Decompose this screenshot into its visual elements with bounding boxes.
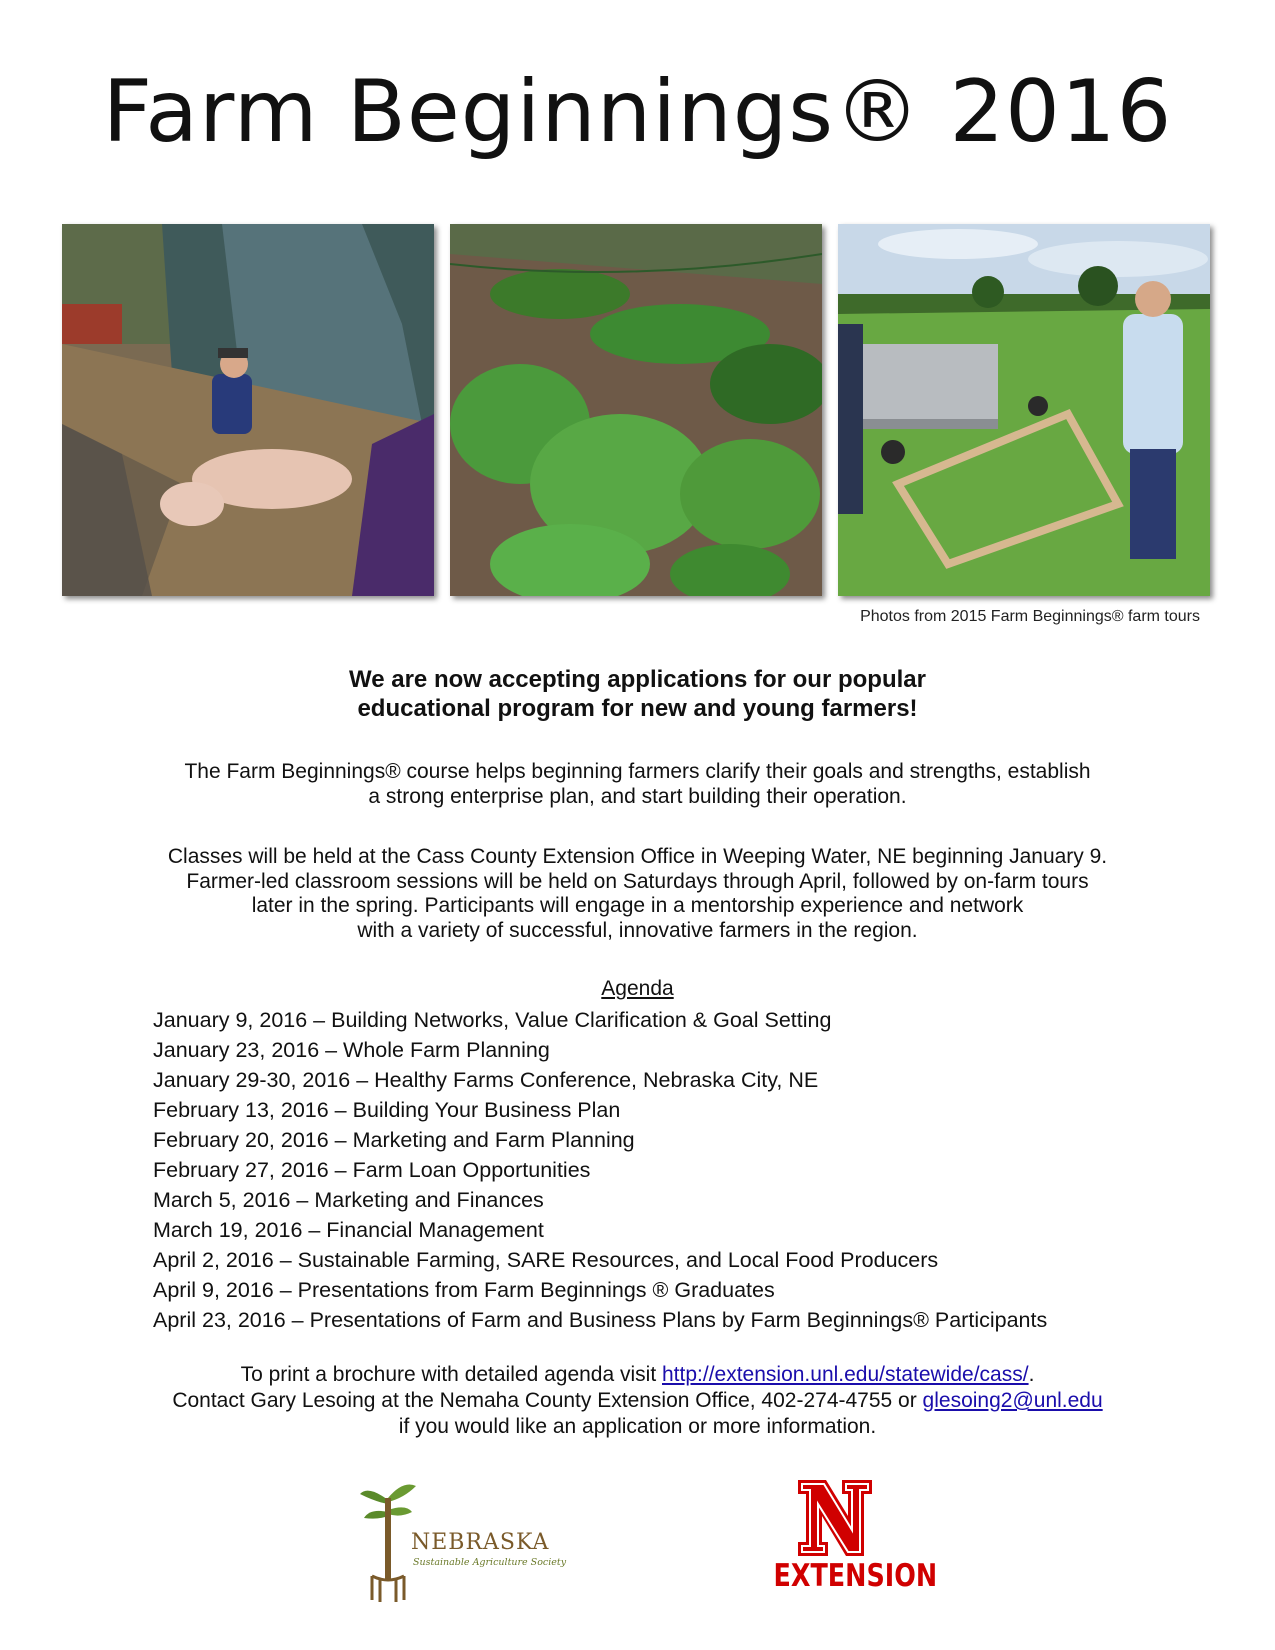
unl-extension-text: EXTENSION (773, 1558, 938, 1594)
intro-line: The Farm Beginnings® course helps beginning farmers clarify their goals and strengths, establish (184, 760, 1091, 783)
photo-caption: Photos from 2015 Farm Beginnings® farm tours (860, 608, 1200, 625)
headline-line: We are now accepting applications for our popular (349, 666, 926, 693)
photo-pig-farm-tour (62, 224, 434, 596)
unl-extension-logo (760, 1480, 938, 1605)
intro-paragraph (100, 760, 1175, 809)
contact-closing: if you would like an application or more information. (398, 1415, 877, 1438)
contact-line (0, 1388, 1275, 1414)
brochure-line (0, 1362, 1275, 1388)
agenda-item: March 19, 2016 – Financial Management (153, 1218, 544, 1242)
nebraska-sustainable-agriculture-society-logo (358, 1480, 567, 1605)
contact-text: Contact Gary Lesoing at the Nemaha County Extension Office, 402-274-4755 or (172, 1389, 923, 1412)
agenda-item: March 5, 2016 – Marketing and Finances (153, 1188, 544, 1212)
classes-line: later in the spring. Participants will engage in a mentorship experience and network (251, 894, 1024, 917)
brochure-text: To print a brochure with detailed agenda visit (240, 1363, 662, 1386)
intro-line: a strong enterprise plan, and start building their operation. (368, 784, 907, 808)
agenda-item: February 27, 2016 – Farm Loan Opportunities (153, 1158, 591, 1182)
classes-line: Classes will be held at the Cass County Extension Office in Weeping Water, NE beginning January 9. (167, 845, 1108, 868)
headline (0, 665, 1275, 723)
nsas-name: NEBRASKA (411, 1530, 550, 1555)
photo-vegetable-garden (450, 224, 822, 596)
agenda-item: January 9, 2016 – Building Networks, Value Clarification & Goal Setting (153, 1008, 832, 1032)
email-link[interactable]: glesoing2@unl.edu (922, 1389, 1103, 1412)
classes-paragraph (100, 845, 1175, 943)
agenda-item: April 2, 2016 – Sustainable Farming, SARE Resources, and Local Food Producers (153, 1248, 939, 1272)
brochure-end: . (1028, 1363, 1035, 1386)
pitchfork-sprout-icon (358, 1480, 418, 1605)
agenda-item: February 20, 2016 – Marketing and Farm Planning (153, 1128, 635, 1152)
agenda-item: April 23, 2016 – Presentations of Farm and Business Plans by Farm Beginnings® Participants (153, 1308, 1048, 1332)
agenda-item: April 9, 2016 – Presentations from Farm Beginnings ® Graduates (153, 1278, 775, 1302)
contact-block (0, 1362, 1275, 1440)
nebraska-n-icon (760, 1480, 910, 1560)
agenda-list (153, 1005, 1047, 1335)
page-title: Farm Beginnings® 2016 (102, 62, 1173, 162)
agenda-item: January 23, 2016 – Whole Farm Planning (153, 1038, 550, 1062)
classes-line: with a variety of successful, innovative farmers in the region. (357, 918, 918, 942)
agenda-heading: Agenda (601, 977, 674, 1000)
photo-pasture-chicken-tractor (838, 224, 1210, 596)
nsas-subtitle: Sustainable Agriculture Society (413, 1557, 567, 1568)
agenda-item: January 29-30, 2016 – Healthy Farms Conference, Nebraska City, NE (153, 1068, 819, 1092)
agenda-item: February 13, 2016 – Building Your Business Plan (153, 1098, 621, 1122)
classes-line: Farmer-led classroom sessions will be held on Saturdays through April, followed by on-farm tours (186, 869, 1089, 893)
brochure-link[interactable]: http://extension.unl.edu/statewide/cass/ (662, 1363, 1029, 1386)
headline-line: educational program for new and young farmers! (357, 695, 918, 722)
